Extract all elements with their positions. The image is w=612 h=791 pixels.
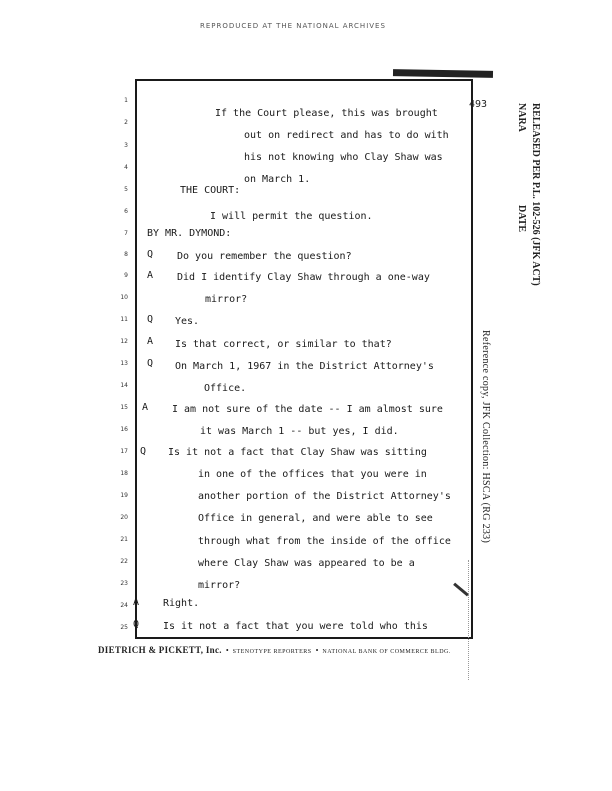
line-number: 8 — [124, 251, 128, 258]
line-number: 24 — [120, 602, 128, 609]
transcript-line: Is it not a fact that you were told who this — [163, 621, 428, 632]
transcript-line: through what from the inside of the office — [198, 536, 451, 547]
transcript-line: Do you remember the question? — [177, 251, 352, 262]
qa-label: Q — [147, 249, 154, 260]
transcript-line: another portion of the District Attorney's — [198, 491, 451, 502]
line-number: 11 — [120, 316, 128, 323]
line-number: 14 — [120, 382, 128, 389]
transcript-line: mirror? — [198, 580, 241, 591]
reporter-footer: DIETRICH & PICKETT, Inc. • STENOTYPE REPORTERS • NATIONAL BANK OF COMMERCE BLDG. — [98, 645, 451, 655]
transcript-line: Yes. — [175, 316, 200, 327]
transcript-line: Office in general, and were able to see — [198, 513, 433, 524]
scan-bar — [393, 69, 493, 78]
qa-label: A — [147, 270, 154, 281]
transcript-line: Is that correct, or similar to that? — [175, 339, 392, 350]
line-number: 10 — [120, 294, 128, 301]
line-number: 7 — [124, 230, 128, 237]
line-number: 1 — [124, 97, 128, 104]
qa-label: A — [147, 336, 154, 347]
qa-label: A — [142, 402, 149, 413]
line-number: 17 — [120, 448, 128, 455]
transcript-line: on March 1. — [244, 174, 311, 185]
transcript-line: his not knowing who Clay Shaw was — [244, 152, 443, 163]
transcript-line: out on redirect and has to do with — [244, 130, 449, 141]
line-number: 13 — [120, 360, 128, 367]
transcript-line: Office. — [204, 383, 247, 394]
line-number: 15 — [120, 404, 128, 411]
line-number: 5 — [124, 186, 128, 193]
line-number: 20 — [120, 514, 128, 521]
line-number: 22 — [120, 558, 128, 565]
scan-noise — [468, 560, 479, 680]
line-number: 16 — [120, 426, 128, 433]
line-number: 4 — [124, 164, 128, 171]
firm-service: STENOTYPE REPORTERS — [232, 649, 312, 655]
transcript-line: I am not sure of the date -- I am almost sure — [172, 404, 443, 415]
firm-address: NATIONAL BANK OF COMMERCE BLDG. — [322, 649, 451, 655]
transcript-line: Did I identify Clay Shaw through a one-way — [177, 272, 430, 283]
line-number: 18 — [120, 470, 128, 477]
line-number: 21 — [120, 536, 128, 543]
transcript-line: where Clay Shaw was appeared to be a — [198, 558, 415, 569]
transcript-line: On March 1, 1967 in the District Attorney's — [175, 361, 434, 372]
line-number: 23 — [120, 580, 128, 587]
line-number: 25 — [120, 624, 128, 631]
transcript-line: THE COURT: — [180, 185, 241, 196]
transcript-line: mirror? — [205, 294, 248, 305]
line-number: 2 — [124, 119, 128, 126]
line-number: 12 — [120, 338, 128, 345]
line-number: 19 — [120, 492, 128, 499]
transcript-line: it was March 1 -- but yes, I did. — [200, 426, 399, 437]
qa-label: Q — [147, 358, 154, 369]
transcript-frame — [135, 79, 473, 639]
qa-label: Q — [140, 446, 147, 457]
release-stamp-nara: NARA — [516, 103, 527, 132]
transcript-line: BY MR. DYMOND: — [147, 228, 232, 239]
line-number: 9 — [124, 272, 128, 279]
qa-label: Q — [133, 619, 140, 630]
transcript-line: in one of the offices that you were in — [198, 469, 427, 480]
page-number: 493 — [469, 99, 488, 110]
archives-header-stamp: REPRODUCED AT THE NATIONAL ARCHIVES — [200, 22, 386, 30]
transcript-line: Right. — [163, 598, 200, 609]
qa-label: A — [133, 597, 140, 608]
transcript-line: If the Court please, this was brought — [215, 108, 438, 119]
release-stamp-date: DATE — [516, 205, 527, 233]
qa-label: Q — [147, 314, 154, 325]
firm-name: DIETRICH & PICKETT, Inc. — [98, 645, 222, 655]
transcript-line: I will permit the question. — [210, 211, 373, 222]
transcript-line: Is it not a fact that Clay Shaw was sitting — [168, 447, 427, 458]
reference-copy-note: Reference copy, JFK Collection: HSCA (RG 233) — [480, 330, 491, 544]
release-stamp-line1: RELEASED PER P.L. 102-526 (JFK ACT) — [530, 103, 541, 286]
line-number: 3 — [124, 142, 128, 149]
line-number: 6 — [124, 208, 128, 215]
